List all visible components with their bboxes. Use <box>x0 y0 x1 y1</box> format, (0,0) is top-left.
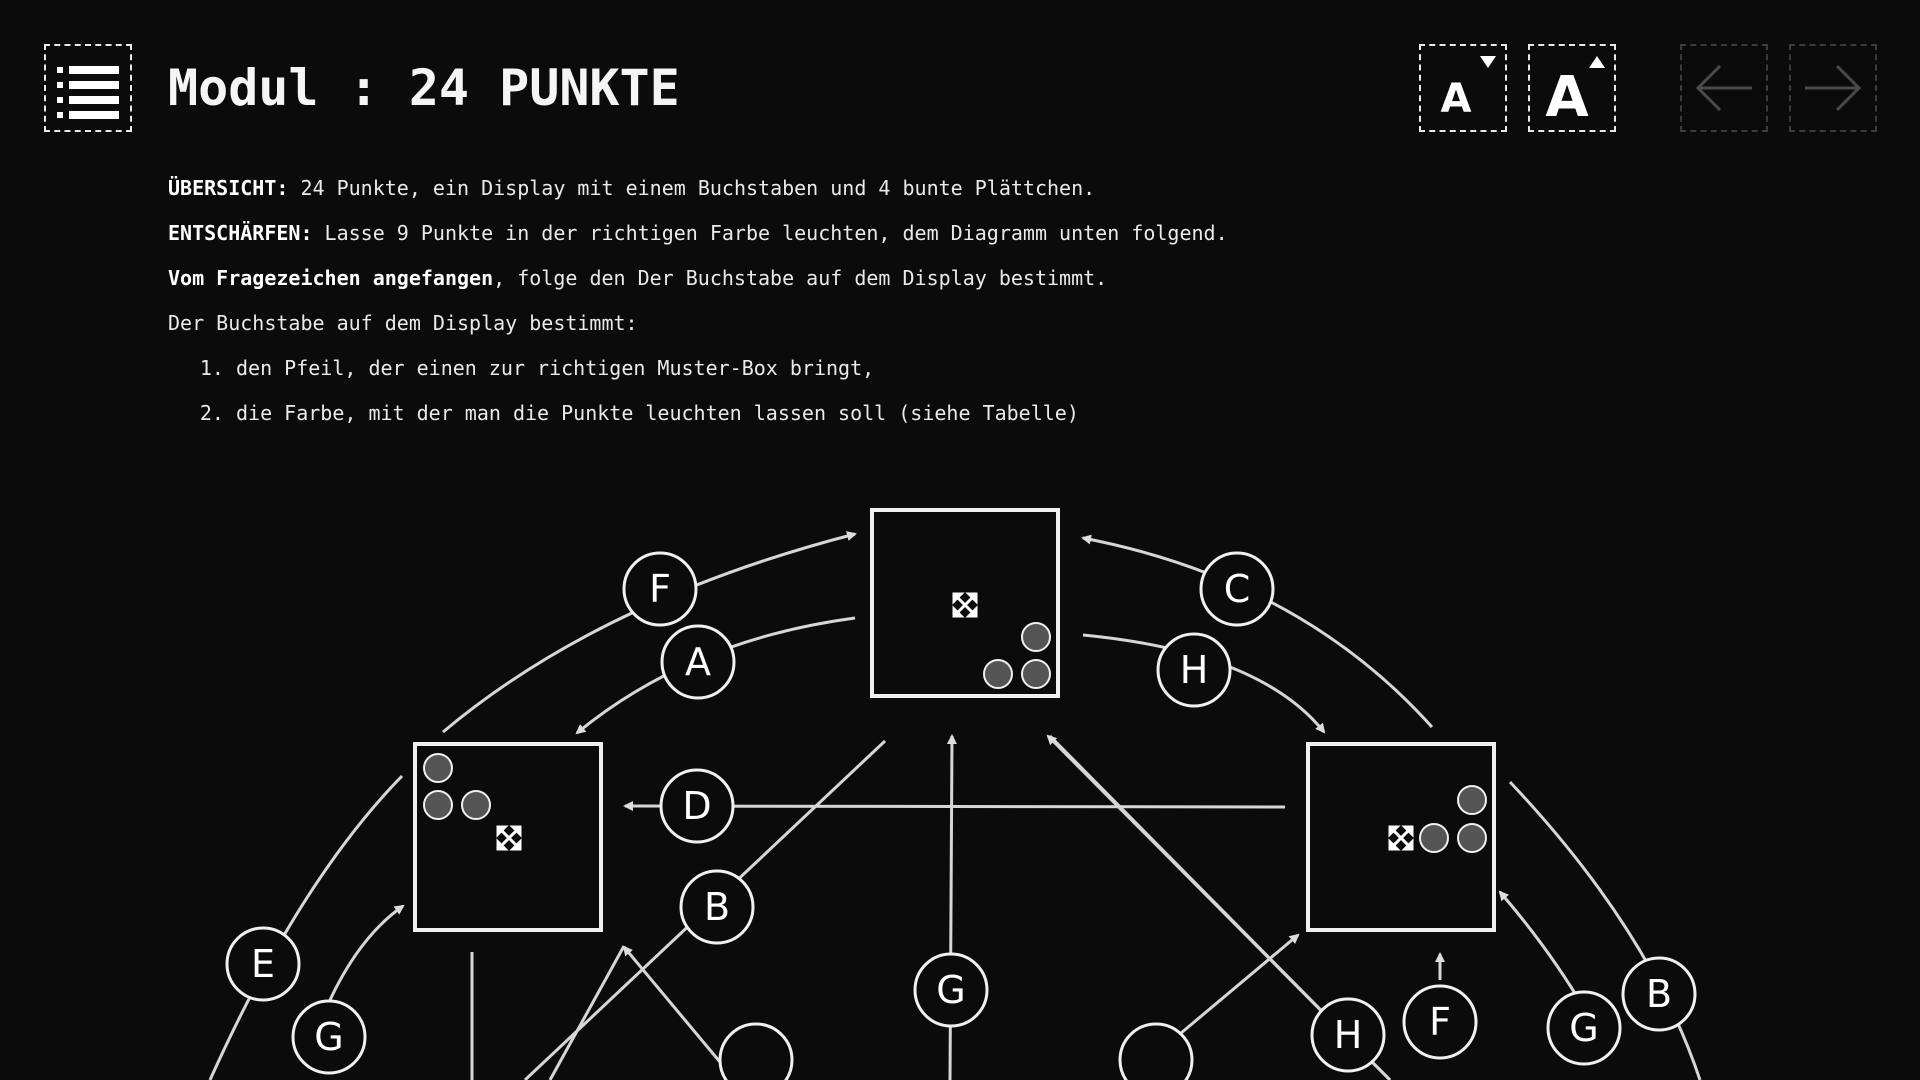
page-title: Modul : 24 PUNKTE <box>168 59 680 117</box>
list-menu-icon <box>46 46 130 130</box>
svg-text:G: G <box>936 968 966 1012</box>
instructions <box>168 176 1668 446</box>
arrow-label-g-left <box>293 1001 365 1073</box>
arrow-label-a <box>662 626 734 698</box>
start-line <box>168 266 1668 291</box>
arrow-label-b-right <box>1623 958 1695 1030</box>
pattern-box-left <box>415 744 601 930</box>
next-button[interactable] <box>1789 44 1877 132</box>
arrow-label-e <box>227 928 299 1000</box>
font-decrease-icon <box>1421 46 1505 130</box>
arrow-right-icon <box>1791 46 1875 130</box>
svg-text:C: C <box>1223 567 1251 611</box>
svg-text:G: G <box>314 1015 344 1059</box>
svg-text:H: H <box>1179 648 1209 692</box>
arrow-line-left-up <box>624 947 735 1080</box>
arrow-label-cut-left <box>720 1024 792 1080</box>
arrow-line-g-left <box>330 906 403 1000</box>
pattern-box-top <box>872 510 1058 696</box>
arrow-label-f-top <box>624 553 696 625</box>
font-decrease-button[interactable] <box>1419 44 1507 132</box>
previous-button[interactable] <box>1680 44 1768 132</box>
defuse-text: Lasse 9 Punkte in der richtigen Farbe leuchten, dem Diagramm unten folgend. <box>312 221 1228 245</box>
svg-text:A: A <box>685 640 711 684</box>
svg-text:G: G <box>1569 1006 1599 1050</box>
arrow-label-g-right <box>1548 992 1620 1064</box>
arrow-label-cut-right <box>1120 1024 1192 1080</box>
arrow-line-g-center <box>950 736 952 1080</box>
arrow-left-icon <box>1682 46 1766 130</box>
rules-list <box>168 356 1668 426</box>
arrow-line-down-left-1 <box>550 946 624 1080</box>
arrow-label-d <box>661 770 733 842</box>
arrow-label-b-left <box>681 871 753 943</box>
arrow-line-g-right <box>1500 892 1585 1010</box>
font-increase-icon <box>1530 46 1614 130</box>
svg-text:F: F <box>649 567 671 611</box>
font-increase-button[interactable] <box>1528 44 1616 132</box>
rule-item-1: 1. den Pfeil, der einen zur richtigen Muster-Box bringt, <box>236 356 1668 381</box>
arrow-label-h-top <box>1158 634 1230 706</box>
svg-text:D: D <box>682 784 712 828</box>
overview-text: 24 Punkte, ein Display mit einem Buchstaben und 4 bunte Plättchen. <box>288 176 1096 200</box>
arrow-label-h-bottom <box>1312 999 1384 1071</box>
svg-text:E: E <box>250 942 276 986</box>
start-bold: Vom Fragezeichen angefangen <box>168 266 494 290</box>
overview-line <box>168 176 1668 201</box>
svg-text:F: F <box>1429 1000 1451 1044</box>
font-decrease-glyph: A <box>1440 76 1472 122</box>
defuse-label: ENTSCHÄRFEN: <box>168 221 313 245</box>
svg-text:H: H <box>1333 1013 1363 1057</box>
arrow-label-g-center <box>915 954 987 1026</box>
svg-text:B: B <box>1645 972 1673 1016</box>
rule-item-2: 2. die Farbe, mit der man die Punkte leuchten lassen soll (siehe Tabelle) <box>236 401 1668 426</box>
font-increase-glyph: A <box>1545 65 1589 130</box>
defuse-line <box>168 221 1668 246</box>
arrow-label-f-bottom <box>1404 986 1476 1058</box>
overview-label: ÜBERSICHT: <box>168 176 289 200</box>
pattern-box-right <box>1308 744 1494 930</box>
pattern-diagram <box>0 480 1920 1080</box>
menu-button[interactable] <box>44 44 132 132</box>
svg-text:B: B <box>703 885 731 929</box>
arrow-label-c <box>1201 553 1273 625</box>
letter-intro: Der Buchstabe auf dem Display bestimmt: <box>168 311 638 335</box>
start-text: , folge den Der Buchstabe auf dem Display bestimmt. <box>493 266 1108 290</box>
